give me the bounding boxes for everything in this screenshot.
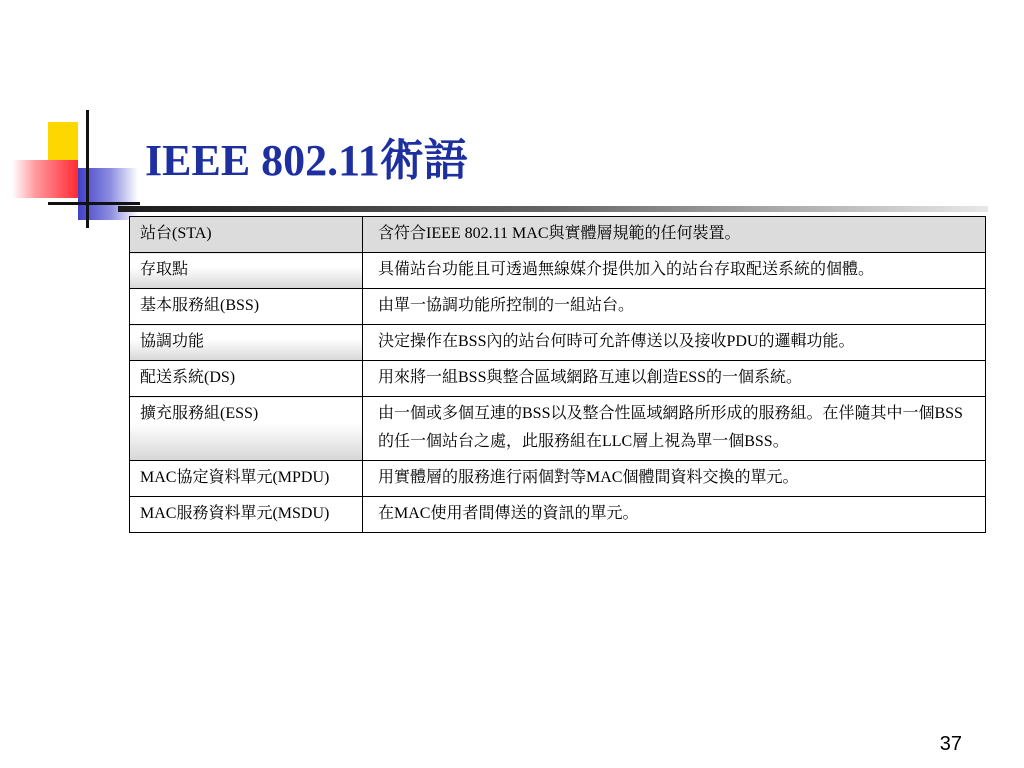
table-row (130, 461, 986, 497)
page-number: 37 (939, 733, 962, 755)
terminology-table (129, 216, 986, 533)
definition-cell: 含符合IEEE 802.11 MAC與實體層規範的任何裝置。 (363, 217, 986, 253)
decoration-horizontal-line (48, 202, 140, 205)
table-row (130, 253, 986, 289)
title-underline (118, 206, 988, 212)
table-row (130, 497, 986, 533)
definition-cell: 由單一協調功能所控制的一組站台。 (363, 289, 986, 325)
slide-title: IEEE 802.11術語 (145, 136, 468, 185)
term-cell: 配送系統(DS) (130, 361, 363, 397)
term-cell: 擴充服務組(ESS) (130, 397, 363, 461)
term-cell: 基本服務組(BSS) (130, 289, 363, 325)
term-cell: 協調功能 (130, 325, 363, 361)
definition-cell: 由一個或多個互連的BSS以及整合性區域網路所形成的服務組。在伴隨其中一個BSS的任一個站台之處，此服務組在LLC層上視為單一個BSS。 (363, 397, 986, 461)
table-row (130, 397, 986, 461)
table-row (130, 325, 986, 361)
definition-cell: 用實體層的服務進行兩個對等MAC個體間資料交換的單元。 (363, 461, 986, 497)
term-cell: MAC協定資料單元(MPDU) (130, 461, 363, 497)
table-row (130, 289, 986, 325)
definition-cell: 具備站台功能且可透過無線媒介提供加入的站台存取配送系統的個體。 (363, 253, 986, 289)
term-cell: 站台(STA) (130, 217, 363, 253)
table-row (130, 361, 986, 397)
term-cell: MAC服務資料單元(MSDU) (130, 497, 363, 533)
term-cell: 存取點 (130, 253, 363, 289)
table-row (130, 217, 986, 253)
definition-cell: 用來將一組BSS與整合區域網路互連以創造ESS的一個系統。 (363, 361, 986, 397)
slide-decoration (0, 0, 140, 240)
decoration-red-bar (12, 160, 78, 198)
decoration-vertical-line (86, 110, 89, 228)
definition-cell: 在MAC使用者間傳送的資訊的單元。 (363, 497, 986, 533)
decoration-yellow-square (48, 122, 78, 160)
definition-cell: 決定操作在BSS內的站台何時可允許傳送以及接收PDU的邏輯功能。 (363, 325, 986, 361)
